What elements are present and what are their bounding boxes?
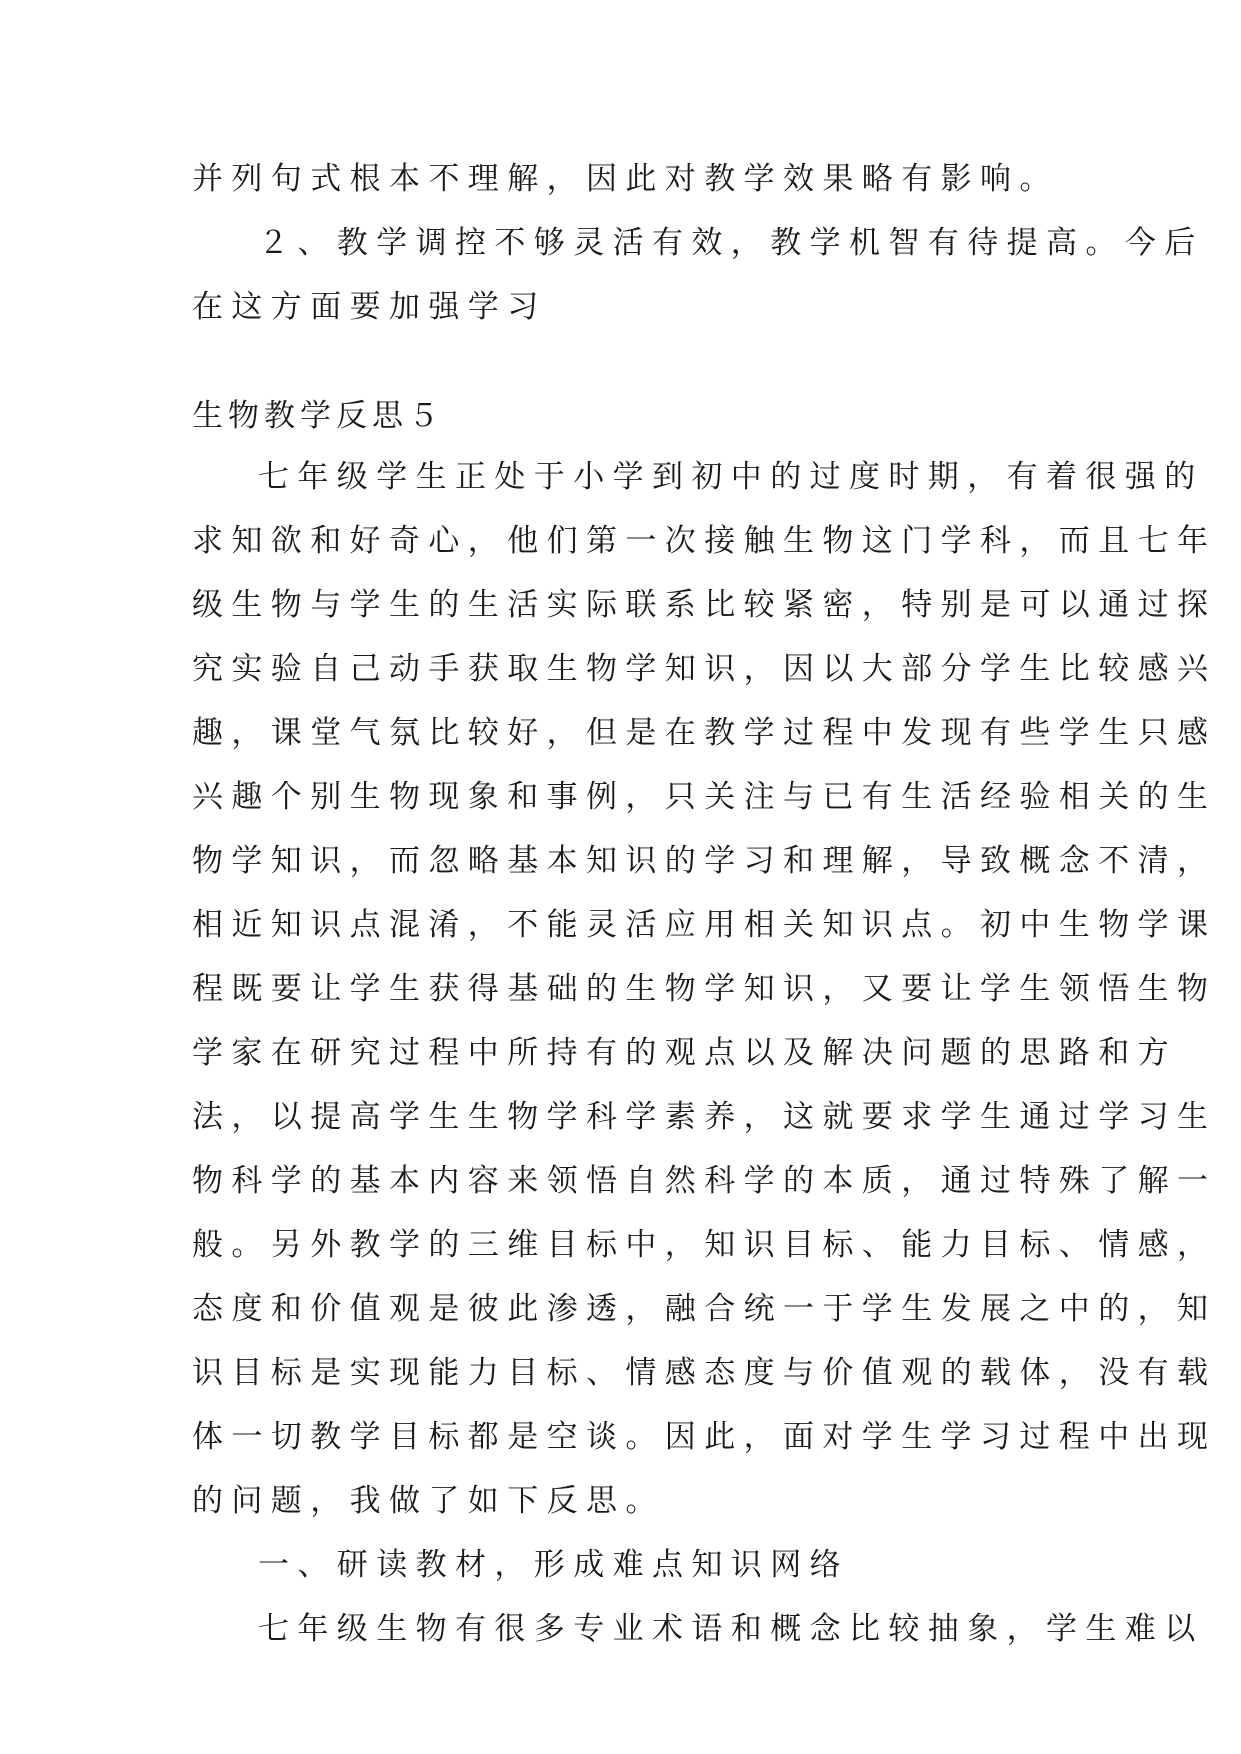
paragraph-line-12: 相近知识点混淆，不能灵活应用相关知识点。初中生物学课 bbox=[192, 907, 1217, 943]
subsection-heading: 一、研读教材，形成难点知识网络 bbox=[258, 1547, 849, 1583]
paragraph-line-17: 般。另外教学的三维目标中，知识目标、能力目标、情感， bbox=[192, 1227, 1217, 1263]
paragraph-line-16: 物科学的基本内容来领悟自然科学的本质，通过特殊了解一 bbox=[192, 1163, 1217, 1199]
paragraph-line-5: 七年级学生正处于小学到初中的过度时期，有着很强的 bbox=[258, 459, 1204, 495]
paragraph-line-10: 兴趣个别生物现象和事例，只关注与已有生活经验相关的生 bbox=[192, 779, 1217, 815]
paragraph-line-15: 法，以提高学生生物学科学素养，这就要求学生通过学习生 bbox=[192, 1099, 1217, 1135]
paragraph-line-23: 七年级生物有很多专业术语和概念比较抽象，学生难以 bbox=[258, 1611, 1204, 1647]
paragraph-line-20: 体一切教学目标都是空谈。因此，面对学生学习过程中出现 bbox=[192, 1419, 1217, 1455]
paragraph-line-6: 求知欲和好奇心，他们第一次接触生物这门学科，而且七年 bbox=[192, 523, 1217, 559]
paragraph-line-2: ２、教学调控不够灵活有效，教学机智有待提高。今后 bbox=[258, 225, 1204, 261]
paragraph-line-19: 识目标是实现能力目标、情感态度与价值观的载体，没有载 bbox=[192, 1355, 1217, 1391]
paragraph-line-7: 级生物与学生的生活实际联系比较紧密，特别是可以通过探 bbox=[192, 587, 1217, 623]
paragraph-line-8: 究实验自己动手获取生物学知识，因以大部分学生比较感兴 bbox=[192, 651, 1217, 687]
paragraph-line-11: 物学知识，而忽略基本知识的学习和理解，导致概念不清， bbox=[192, 843, 1217, 879]
paragraph-line-9: 趣，课堂气氛比较好，但是在教学过程中发现有些学生只感 bbox=[192, 715, 1217, 751]
paragraph-line-18: 态度和价值观是彼此渗透，融合统一于学生发展之中的，知 bbox=[192, 1291, 1217, 1327]
paragraph-line-1: 并列句式根本不理解，因此对教学效果略有影响。 bbox=[192, 161, 1059, 197]
paragraph-line-13: 程既要让学生获得基础的生物学知识，又要让学生领悟生物 bbox=[192, 971, 1217, 1007]
paragraph-line-21: 的问题，我做了如下反思。 bbox=[192, 1483, 665, 1519]
paragraph-line-14: 学家在研究过程中所持有的观点以及解决问题的思路和方 bbox=[192, 1035, 1177, 1071]
paragraph-line-3: 在这方面要加强学习 bbox=[192, 289, 547, 325]
section-heading: 生物教学反思５ bbox=[192, 398, 444, 434]
